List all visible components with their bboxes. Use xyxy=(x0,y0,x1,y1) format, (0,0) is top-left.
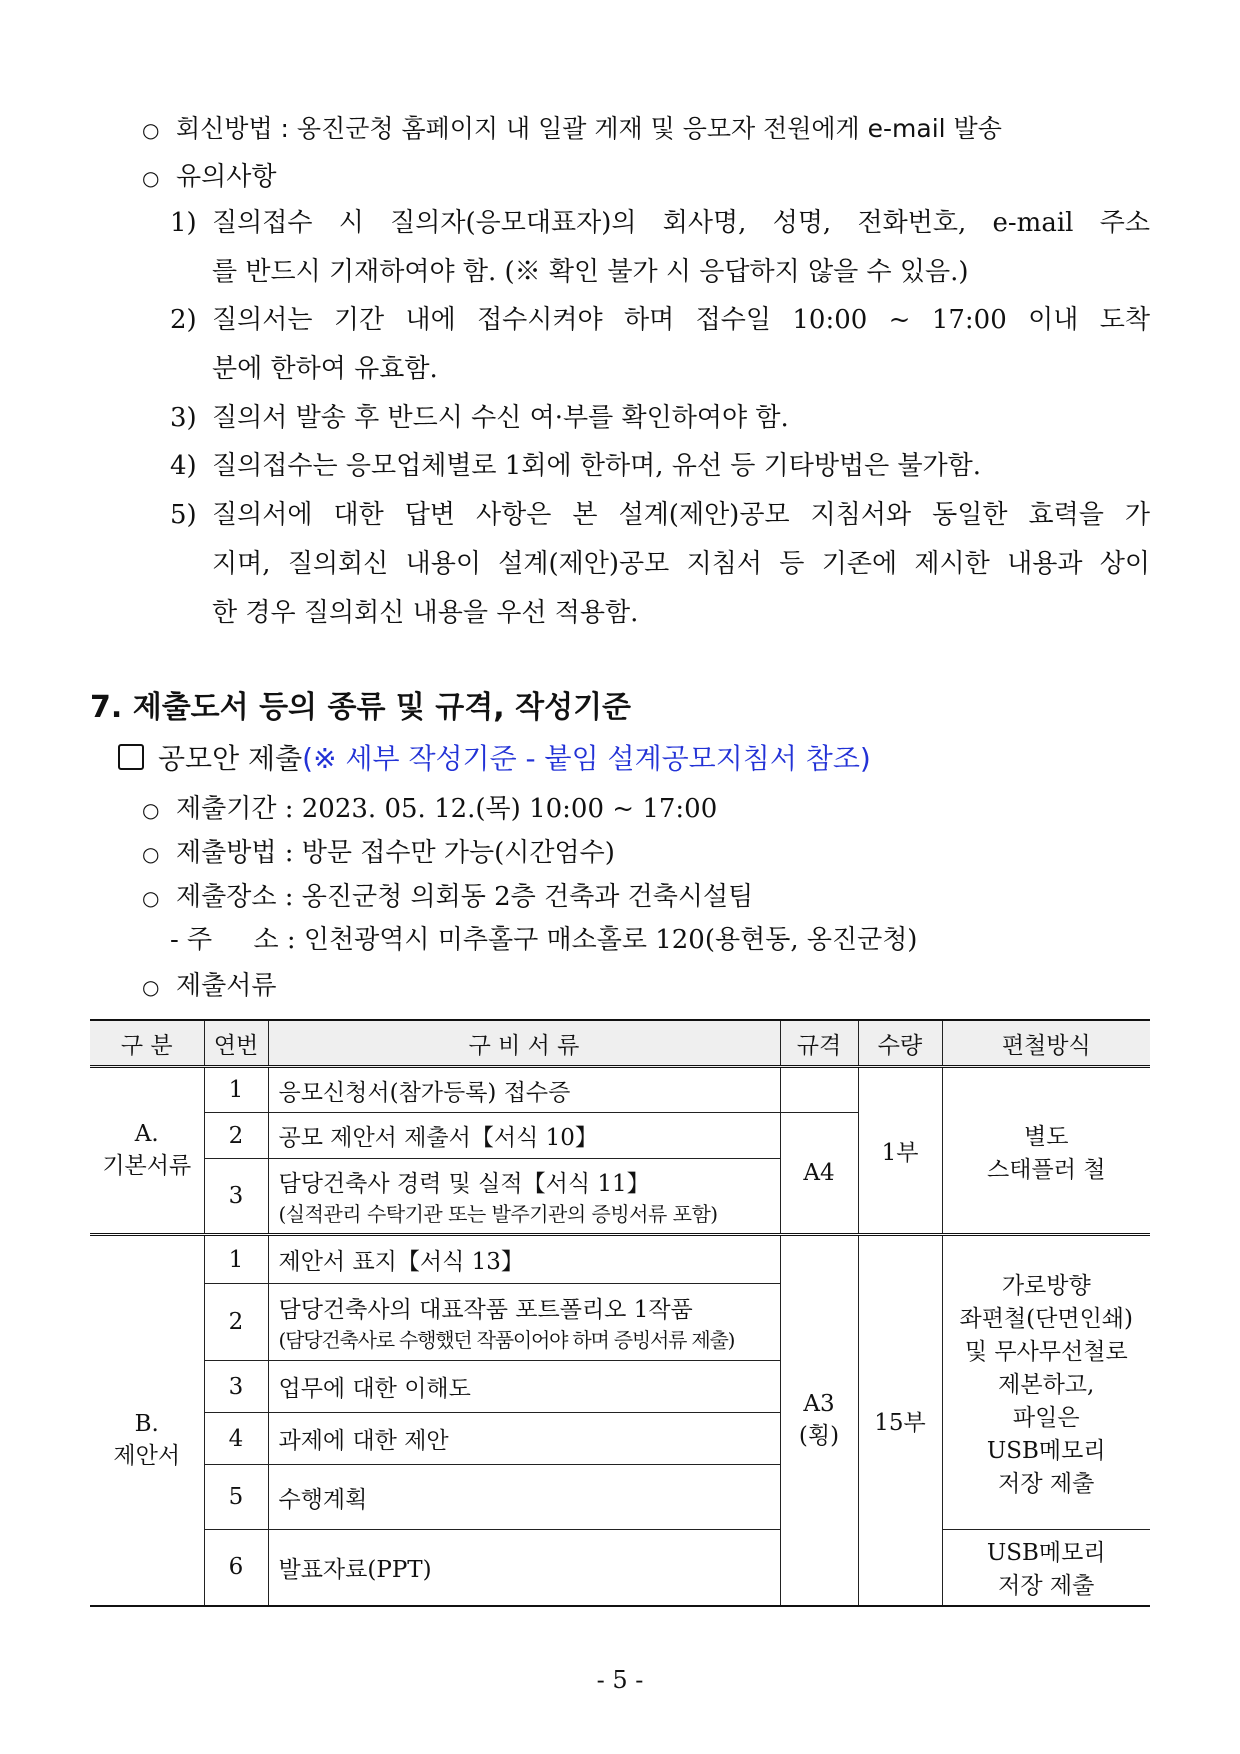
note-number: 2) xyxy=(170,305,197,335)
row-document xyxy=(268,1284,780,1361)
row-document: 응모신청서(참가등록) 접수증 xyxy=(268,1067,780,1113)
table-row xyxy=(90,1067,1150,1113)
header-binding: 편철방식 xyxy=(942,1020,1150,1067)
document-note: (실적관리 수탁기관 또는 발주기관의 증빙서류 포함) xyxy=(278,1202,718,1226)
row-number: 3 xyxy=(204,1361,268,1413)
row-number: 4 xyxy=(204,1413,268,1465)
binding-line: 제본하고, xyxy=(998,1372,1095,1398)
group-a-category xyxy=(90,1067,204,1235)
note-number: 1) xyxy=(170,208,197,238)
bullet-circle: ○ xyxy=(142,798,160,822)
note-line: 분에 한하여 유효함. xyxy=(212,354,438,384)
note-line: 질의접수는 응모업체별로 1회에 한하며, 유선 등 기타방법은 불가함. xyxy=(212,451,982,481)
note-line: 한 경우 질의회신 내용을 우선 적용함. xyxy=(212,598,639,628)
note-number: 3) xyxy=(170,403,197,433)
submission-address: - 주 소 : 인천광역시 미추홀구 매소홀로 120(용현동, 옹진군청) xyxy=(170,925,918,955)
ppt-binding xyxy=(942,1530,1150,1606)
subsection-title: 공모안 제출 xyxy=(158,742,303,775)
row-document: 제안서 표지【서식 13】 xyxy=(268,1235,780,1284)
binding-line: 저장 제출 xyxy=(998,1573,1095,1600)
group-a-spec: A4 xyxy=(780,1113,858,1235)
spec-size: A3 xyxy=(803,1390,835,1417)
submission-method: 제출방법 : 방문 접수만 가능(시간엄수) xyxy=(176,838,615,868)
header-documents: 구 비 서 류 xyxy=(268,1020,780,1067)
binding-line: 가로방향 xyxy=(1001,1273,1091,1299)
note-number: 4) xyxy=(170,451,197,481)
group-b-binding xyxy=(942,1235,1150,1530)
spec-orientation: (횡) xyxy=(798,1422,840,1449)
header-quantity: 수량 xyxy=(858,1020,942,1067)
document-title: 담당건축사 경력 및 실적【서식 11】 xyxy=(278,1171,650,1197)
row-document: 공모 제안서 제출서【서식 10】 xyxy=(268,1113,780,1159)
bullet-circle: ○ xyxy=(142,118,160,142)
submission-documents-table xyxy=(90,1019,1150,1607)
note-number: 5) xyxy=(170,500,197,530)
group-a-label: A. xyxy=(134,1121,159,1147)
page-number: - 5 - xyxy=(596,1666,644,1694)
row-number: 2 xyxy=(204,1284,268,1361)
binding-line: 별도 xyxy=(1024,1123,1069,1150)
row-number: 1 xyxy=(204,1235,268,1284)
group-b-spec xyxy=(780,1235,858,1606)
row-number: 5 xyxy=(204,1465,268,1530)
binding-line: 파일은 xyxy=(1012,1405,1080,1431)
binding-line: 스태플러 철 xyxy=(987,1156,1106,1183)
row-spec-empty xyxy=(780,1067,858,1113)
row-document: 수행계획 xyxy=(268,1465,780,1530)
binding-line: 좌편철(단면인쇄) xyxy=(959,1306,1133,1332)
note-line: 질의서 발송 후 반드시 수신 여·부를 확인하여야 함. xyxy=(212,403,789,433)
row-document xyxy=(268,1159,780,1235)
row-number: 6 xyxy=(204,1530,268,1606)
checkbox-square-icon xyxy=(118,744,144,770)
reply-method: 회신방법 : 옹진군청 홈페이지 내 일괄 게재 및 응모자 전원에게 e-mail 발송 xyxy=(176,114,1002,143)
group-a-quantity: 1부 xyxy=(858,1067,942,1235)
table-row xyxy=(90,1530,1150,1606)
table-header-row xyxy=(90,1020,1150,1067)
submission-period: 제출기간 : 2023. 05. 12.(목) 10:00 ~ 17:00 xyxy=(176,794,718,824)
document-note: (담당건축사로 수행했던 작품이어야 하며 증빙서류 제출) xyxy=(278,1328,735,1352)
binding-line: USB메모리 xyxy=(986,1540,1106,1567)
header-number: 연번 xyxy=(204,1020,268,1067)
group-b-category xyxy=(90,1235,204,1606)
header-spec: 규격 xyxy=(780,1020,858,1067)
note-line: 지며, 질의회신 내용이 설계(제안)공모 지침서 등 기존에 제시한 내용과 상이 xyxy=(212,549,1150,579)
row-number: 3 xyxy=(204,1159,268,1235)
group-a-name: 기본서류 xyxy=(102,1153,192,1179)
bullet-circle: ○ xyxy=(142,886,160,910)
group-b-quantity: 15부 xyxy=(858,1235,942,1606)
bullet-circle: ○ xyxy=(142,975,160,999)
section-heading: 7. 제출도서 등의 종류 및 규격, 작성기준 xyxy=(90,690,632,725)
note-line: 질의서는 기간 내에 접수시켜야 하며 접수일 10:00 ~ 17:00 이내 도착 xyxy=(212,305,1150,335)
binding-line: USB메모리 xyxy=(986,1438,1106,1464)
bullet-circle: ○ xyxy=(142,842,160,866)
group-b-name: 제안서 xyxy=(113,1442,181,1469)
row-document: 과제에 대한 제안 xyxy=(268,1413,780,1465)
header-category: 구 분 xyxy=(90,1020,204,1067)
table-row xyxy=(90,1235,1150,1284)
group-b-label: B. xyxy=(134,1410,159,1437)
bullet-circle: ○ xyxy=(142,166,160,190)
note-line: 질의서에 대한 답변 사항은 본 설계(제안)공모 지침서와 동일한 효력을 가 xyxy=(212,500,1150,530)
subsection-heading xyxy=(118,740,871,778)
binding-line: 저장 제출 xyxy=(998,1471,1095,1497)
note-line: 질의접수 시 질의자(응모대표자)의 회사명, 성명, 전화번호, e-mail 주소 xyxy=(212,208,1150,238)
document-title: 담당건축사의 대표작품 포트폴리오 1작품 xyxy=(278,1297,693,1323)
submission-place: 제출장소 : 옹진군청 의회동 2층 건축과 건축시설팀 xyxy=(176,882,754,912)
documents-label: 제출서류 xyxy=(176,971,277,1001)
row-document: 발표자료(PPT) xyxy=(268,1530,780,1606)
subsection-note: (※ 세부 작성기준 - 붙임 설계공모지침서 참조) xyxy=(302,742,871,775)
row-number: 1 xyxy=(204,1067,268,1113)
row-document: 업무에 대한 이해도 xyxy=(268,1361,780,1413)
note-line: 를 반드시 기재하여야 함. (※ 확인 불가 시 응답하지 않을 수 있음.) xyxy=(212,257,969,287)
binding-line: 및 무사무선철로 xyxy=(964,1339,1128,1365)
group-a-binding xyxy=(942,1067,1150,1235)
row-number: 2 xyxy=(204,1113,268,1159)
notes-label: 유의사항 xyxy=(176,162,277,192)
